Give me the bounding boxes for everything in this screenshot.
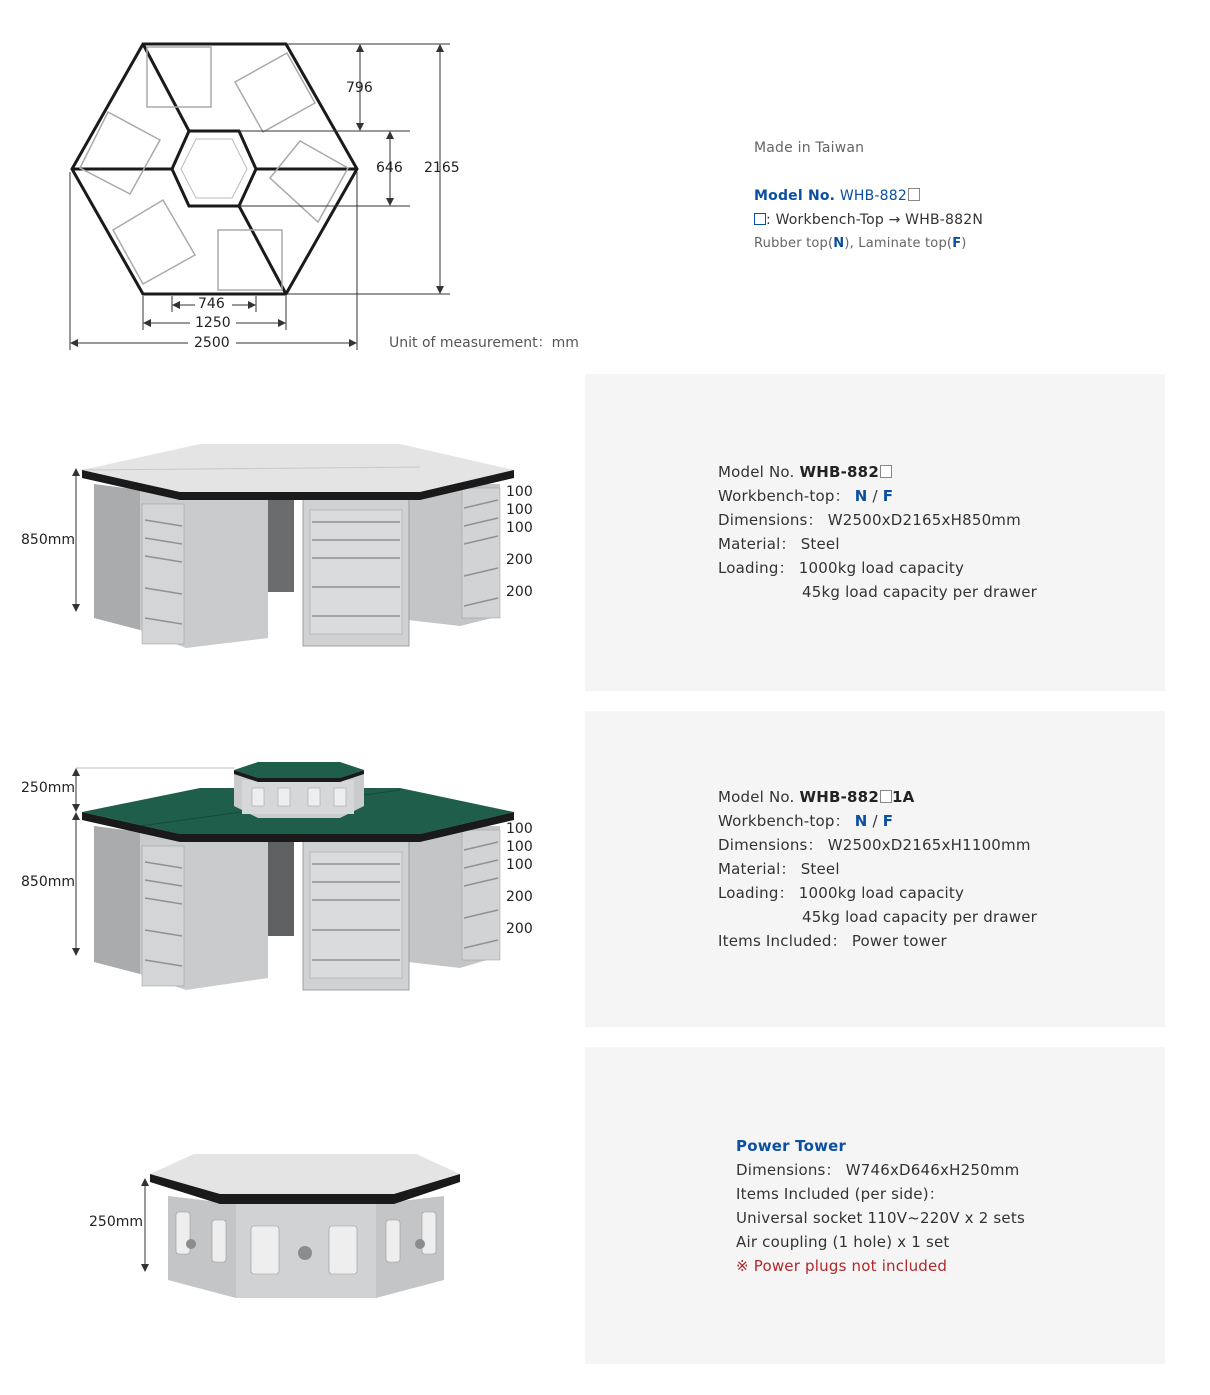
product1-spec	[718, 460, 1037, 604]
product2-loading: Loading： 1000kg load capacity	[718, 884, 965, 902]
tops-prefix: Rubber top(	[754, 236, 834, 251]
product1-top-label: Workbench-top：	[718, 487, 850, 505]
product2-illustration	[0, 740, 580, 1040]
product3-spec	[736, 1134, 1025, 1278]
option-box-icon	[908, 188, 920, 201]
product2-model-label: Model No.	[718, 788, 795, 806]
product1-loading2: 45kg load capacity per drawer	[802, 583, 1038, 601]
product2-top-line	[718, 809, 1037, 833]
product1-top-line	[718, 484, 1037, 508]
dim-2500-label: 2500	[194, 335, 230, 351]
product1-drawer-size-2: 100	[506, 502, 533, 518]
made-in-text: Made in Taiwan	[754, 140, 865, 156]
product1-drawer-size-3: 100	[506, 520, 533, 536]
workbench-laminate-image	[0, 380, 580, 680]
product3-items: Items Included (per side)：	[736, 1185, 944, 1203]
product1-drawer-size-5: 200	[506, 584, 533, 600]
intro-model-value: WHB-882	[839, 188, 908, 204]
intro-option-line	[754, 208, 983, 232]
product3-socket: Universal socket 110V~220V x 2 sets	[736, 1209, 1025, 1227]
unit-note: Unit of measurement：mm	[389, 335, 579, 351]
tops-suffix: )	[961, 236, 967, 251]
product1-material: Material： Steel	[718, 535, 840, 553]
product1-option-box-icon	[880, 465, 892, 478]
product2-option-box-icon	[880, 790, 892, 803]
product3-dimensions: Dimensions： W746xD646xH250mm	[736, 1161, 1020, 1179]
product2-drawer-size-3: 100	[506, 857, 533, 873]
intro-tops-line	[754, 232, 983, 256]
product3-note: ※ Power plugs not included	[736, 1257, 948, 1275]
product1-model-line	[718, 460, 1037, 484]
product2-top-sep: /	[872, 812, 878, 830]
product2-model-line	[718, 785, 1037, 809]
product1-illustration	[0, 380, 580, 680]
intro-model-label: Model No.	[754, 188, 836, 204]
tops-n: N	[833, 236, 845, 251]
product2-drawer-size-4: 200	[506, 889, 533, 905]
product3-title: Power Tower	[736, 1137, 847, 1155]
product1-top-sep: /	[872, 487, 878, 505]
product1-drawer-size-4: 200	[506, 552, 533, 568]
product3-height-label: 250mm	[89, 1214, 143, 1230]
product2-dimensions: Dimensions： W2500xD2165xH1100mm	[718, 836, 1031, 854]
dim-1250-label: 1250	[195, 315, 231, 331]
product2-model-value: WHB-882	[799, 788, 879, 806]
product2-model-suffix: 1A	[891, 788, 915, 806]
power-tower-image	[0, 1140, 580, 1320]
hexagon-plan-svg	[0, 0, 600, 360]
intro-model-line	[754, 184, 983, 208]
product2-loading2: 45kg load capacity per drawer	[802, 908, 1038, 926]
tops-f: F	[952, 236, 962, 251]
dim-796-label: 796	[346, 80, 373, 96]
tops-mid: ), Laminate top(	[844, 236, 953, 251]
product3-illustration	[0, 1140, 580, 1320]
product2-items: Items Included： Power tower	[718, 932, 947, 950]
product2-top-f: F	[882, 812, 894, 830]
dim-2165-label: 2165	[424, 160, 460, 176]
intro-option-text: : Workbench-Top → WHB-882N	[766, 212, 984, 228]
option-box-blue-icon	[754, 213, 766, 225]
dim-746-label: 746	[198, 296, 225, 312]
product2-drawer-size-1: 100	[506, 821, 533, 837]
product2-tower-height-label: 250mm	[21, 780, 75, 796]
product1-drawer-size-1: 100	[506, 484, 533, 500]
product1-height-label: 850mm	[21, 532, 75, 548]
product1-dimensions: Dimensions： W2500xD2165xH850mm	[718, 511, 1021, 529]
plan-diagram	[0, 0, 600, 360]
intro-block	[754, 136, 983, 256]
product1-loading: Loading： 1000kg load capacity	[718, 559, 965, 577]
product2-drawer-size-2: 100	[506, 839, 533, 855]
workbench-rubber-tower-image	[0, 740, 580, 1040]
product1-model-label: Model No.	[718, 463, 795, 481]
dim-646-label: 646	[376, 160, 403, 176]
product2-height-label: 850mm	[21, 874, 75, 890]
product1-top-n: N	[854, 487, 868, 505]
product3-air: Air coupling (1 hole) x 1 set	[736, 1233, 950, 1251]
product1-model-value: WHB-882	[799, 463, 879, 481]
product1-top-f: F	[882, 487, 894, 505]
product2-top-label: Workbench-top：	[718, 812, 850, 830]
product2-drawer-size-5: 200	[506, 921, 533, 937]
product2-top-n: N	[854, 812, 868, 830]
product2-spec	[718, 785, 1037, 953]
product2-material: Material： Steel	[718, 860, 840, 878]
